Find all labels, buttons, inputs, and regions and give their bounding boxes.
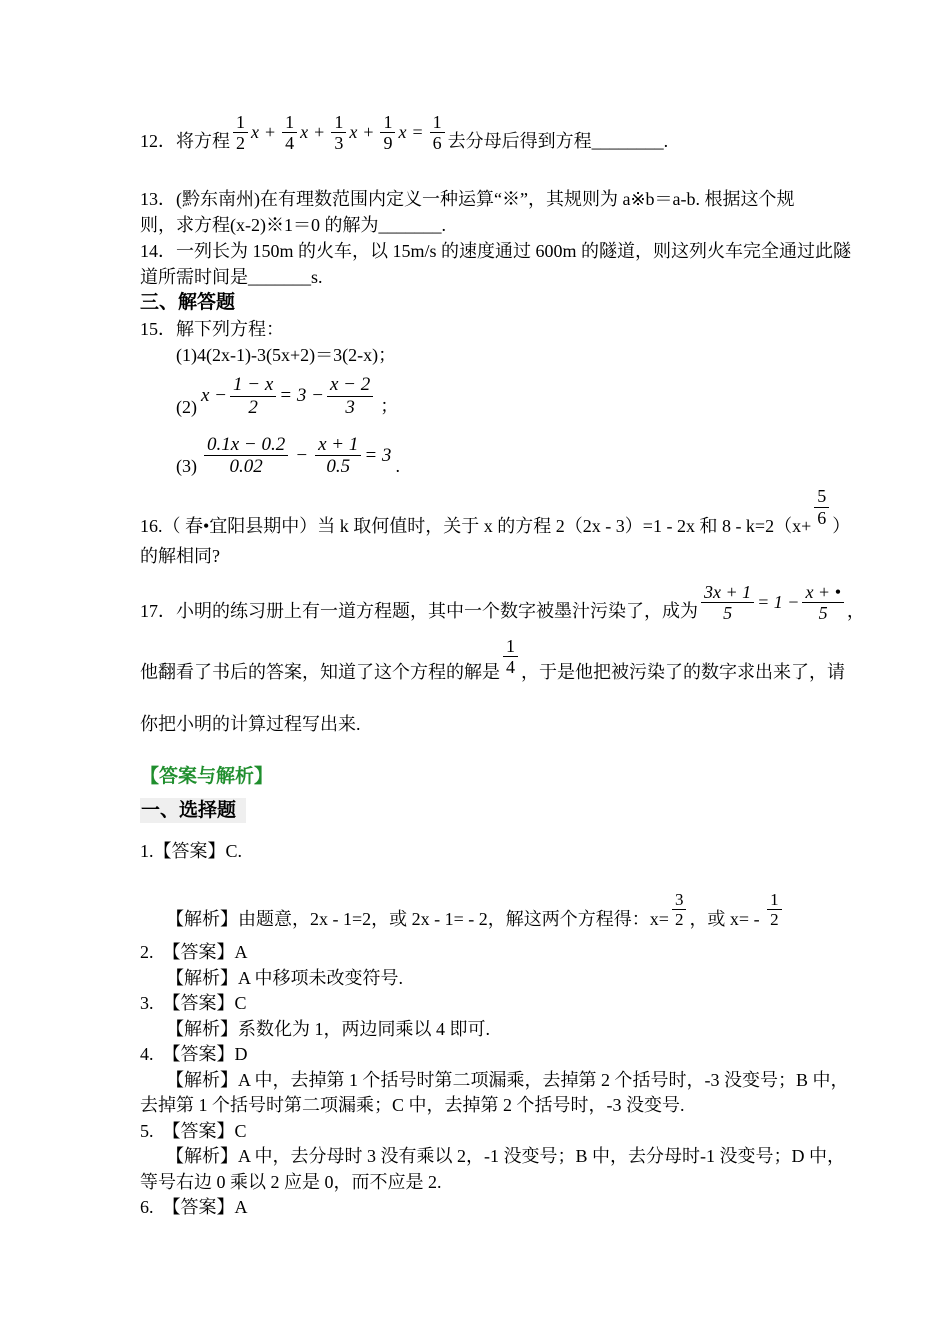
- numerator: x + 1: [315, 434, 361, 456]
- variable-x: x: [349, 122, 358, 143]
- problem-15-item2: [140, 374, 820, 418]
- fraction: [430, 112, 445, 153]
- problem-14-line2: 道所需时间是_______s.: [140, 267, 323, 288]
- problem-16-line2: 的解相同?: [140, 545, 220, 566]
- equation-p17: [698, 582, 847, 623]
- denominator: 2: [236, 133, 245, 154]
- answer-1-label: 1.【答案】C.: [140, 841, 243, 861]
- math-text: = 3: [364, 444, 392, 466]
- section-highlight: 一、选择题: [140, 798, 246, 823]
- math-text: = 1 −: [757, 591, 800, 612]
- numerator: x − 2: [327, 374, 373, 396]
- denominator: 6: [817, 507, 827, 528]
- answer-6-label: 6. 【答案】A: [140, 1197, 248, 1218]
- problem-16-text: 16.（ 春•宜阳县期中）当 k 取何值时，关于 x 的方程 2（2x - 3）=1 - 2x 和 8 - k=2（x+: [140, 516, 812, 537]
- equals-operator: =: [412, 122, 423, 143]
- punctuation: ；: [380, 395, 399, 416]
- answer-3-explanation: 【解析】系数化为 1，两边同乘以 4 即可.: [166, 1018, 490, 1039]
- problem-15-item1: (1)4(2x-1)-3(5x+2)＝3(2-x)；: [176, 345, 397, 366]
- numerator: 3x + 1: [701, 582, 754, 603]
- answer-4-label: 4. 【答案】D: [140, 1044, 248, 1065]
- numerator: 1: [380, 112, 395, 133]
- answer-3-label: 3. 【答案】C: [140, 993, 247, 1014]
- numerator: 1: [331, 112, 346, 133]
- plus-operator: +: [363, 122, 374, 143]
- numerator: x + •: [802, 582, 843, 603]
- problem-15-head: 15．解下列方程：: [140, 319, 284, 340]
- punctuation: .: [395, 456, 400, 477]
- plus-operator: +: [265, 122, 276, 143]
- variable-x: x: [300, 122, 309, 143]
- denominator: 3: [345, 396, 355, 418]
- fraction: [204, 434, 288, 478]
- answers-list: [140, 940, 849, 1221]
- denominator: 0.02: [229, 456, 263, 478]
- answer-2-explanation: 【解析】A 中移项未改变符号.: [166, 967, 404, 988]
- problem-17-text: ，于是他把被污染了的数字求出来了，请: [521, 662, 845, 682]
- fraction: [230, 374, 276, 418]
- answer-5-explanation-line1: 【解析】A 中，去分母时 3 没有乘以 2，-1 没变号；B 中，去分母时-1 没变号；D 中，: [166, 1146, 845, 1167]
- problem-17-line3: 你把小明的计算过程写出来.: [140, 714, 361, 734]
- answer-5-explanation-line2: 等号右边 0 乘以 2 应是 0，而不应是 2.: [140, 1171, 442, 1192]
- fraction: [331, 112, 346, 153]
- answers-heading: 【答案与解析】: [140, 766, 274, 787]
- denominator: 2: [770, 910, 779, 930]
- denominator: 5: [723, 602, 733, 623]
- answer-4-explanation-line2: 去掉第 1 个括号时第二项漏乘；C 中，去掉第 2 个括号时，-3 没变号.: [140, 1095, 685, 1116]
- explanation-text: 【解析】由题意，2x - 1=2，或 2x - 1= - 2，解这两个方程得：x=: [166, 909, 669, 930]
- problem-17-line2: [140, 635, 845, 685]
- denominator: 9: [383, 133, 393, 154]
- problem-16: [140, 486, 851, 569]
- fraction: [315, 434, 361, 478]
- equation-p12: [230, 112, 448, 153]
- fraction: [503, 636, 518, 677]
- item-label: (2): [176, 396, 197, 417]
- problem-17-text: 17．小明的练习册上有一道方程题，其中一个数字被墨汁污染了，成为: [140, 600, 698, 621]
- minus-operator: −: [295, 444, 309, 466]
- answer-1-explanation: [140, 864, 820, 932]
- answer-2-label: 2. 【答案】A: [140, 942, 248, 963]
- denominator: 3: [334, 133, 344, 154]
- fraction: [233, 112, 248, 153]
- answer-5-label: 5. 【答案】C: [140, 1120, 247, 1141]
- numerator: 5: [814, 486, 829, 507]
- equation-15-2: [201, 374, 376, 418]
- explanation-text: ，或 x= -: [689, 909, 765, 930]
- fraction-with-ink-dot: [802, 582, 843, 623]
- problem-14-line1: 14．一列长为 150m 的火车，以 15m/s 的速度通过 600m 的隧道，则这列火车完全通过此隧: [140, 241, 852, 262]
- section-heading-3: 三、解答题: [140, 292, 236, 314]
- numerator: 3: [672, 890, 687, 910]
- equation-15-3: [201, 434, 391, 478]
- closing-paren: ）: [832, 516, 851, 537]
- numerator: 1: [233, 112, 248, 133]
- problem-12-lead: 12．将方程: [140, 131, 230, 152]
- denominator: 4: [285, 133, 295, 154]
- denominator: 2: [248, 396, 258, 418]
- problem-13-line2: 则，求方程(x-2)※1＝0 的解为_______.: [140, 215, 446, 236]
- numerator: 0.1x − 0.2: [204, 434, 288, 456]
- problem-17: [140, 581, 865, 737]
- numerator: 1: [282, 112, 297, 133]
- answer-4-explanation-line1: 【解析】A 中，去掉第 1 个括号时第二项漏乘，去掉第 2 个括号时，-3 没变号；B 中，: [166, 1069, 849, 1090]
- fraction: [672, 890, 687, 929]
- numerator: 1: [503, 636, 518, 657]
- variable-x: x: [398, 122, 407, 143]
- denominator: 0.5: [326, 456, 351, 478]
- math-text: x −: [201, 385, 228, 407]
- problem-15-item3: [140, 434, 820, 478]
- fraction: [327, 374, 373, 418]
- fraction: [767, 890, 782, 929]
- problem-17-text: 他翻看了书后的答案，知道了这个方程的解是: [140, 662, 500, 682]
- variable-x: x: [251, 122, 259, 143]
- problem-12-tail: 去分母后得到方程________.: [447, 131, 669, 152]
- numerator: 1 − x: [230, 374, 276, 396]
- answers-section-1: [140, 795, 820, 822]
- plus-operator: +: [314, 122, 325, 143]
- punctuation: ，: [846, 600, 865, 621]
- denominator: 6: [432, 133, 442, 154]
- problem-17-line1: [140, 581, 865, 623]
- fraction: [380, 112, 395, 153]
- problems-13-15-block: [140, 186, 852, 368]
- denominator: 2: [674, 910, 684, 930]
- math-text: = 3 −: [279, 385, 324, 407]
- fraction: [282, 112, 297, 153]
- numerator: 1: [430, 112, 445, 133]
- problem-12: [140, 112, 820, 153]
- denominator: 4: [506, 657, 515, 677]
- fraction: [701, 582, 754, 623]
- fraction: [814, 486, 829, 527]
- numerator: 1: [767, 890, 782, 910]
- problem-16-line1: [140, 486, 851, 541]
- denominator: 5: [818, 602, 828, 623]
- problem-13-line1: 13．(黔东南州)在有理数范围内定义一种运算“※”，其规则为 a※b＝a-b. 根据这个规: [140, 189, 795, 210]
- item-label: (3): [176, 456, 197, 477]
